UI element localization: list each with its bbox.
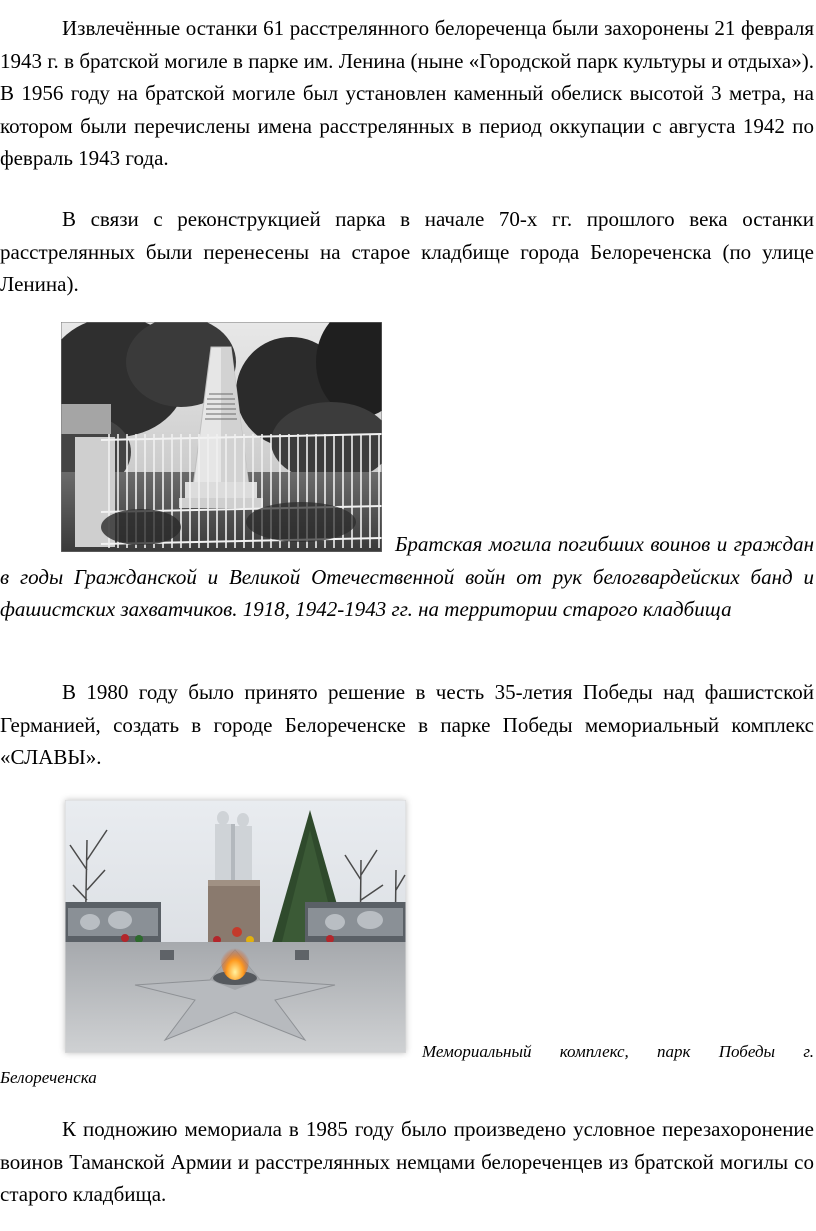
mass-grave-photo-image (61, 322, 382, 552)
memorial-complex-caption: Мемориальный комплекс, парк Победы г. Белореченска (0, 1042, 814, 1087)
mass-grave-caption: Братская могила погибших воинов и граждан в годы Гражданской и Великой Отечественной войн от рук белогвардейских банд и фашистских захватчиков. 1918, 1942-1943 гг. на территории старого кладбища (0, 532, 814, 622)
paragraph-burial-1943: Извлечённые останки 61 расстрелянного белореченца были захоронены 21 февраля 1943 г. в братской могиле в парке им. Ленина (ныне «Городской парк культуры и отдыха»). В 1956 году на братской могиле был установлен каменный обелиск высотой 3 метра, на котором были перечислены имена расстрелянных в период оккупации с августа 1942 по февраль 1943 года. (0, 16, 814, 171)
memorial-complex-photo (65, 800, 406, 1053)
mass-grave-photo (61, 322, 382, 552)
paragraph-reburial-70s: В связи с реконструкцией парка в начале 70-х гг. прошлого века останки расстрелянных были перенесены на старое кладбище города Белореченска (по улице Ленина). (0, 207, 814, 297)
paragraph-memorial-1980: В 1980 году было принято решение в честь 35-летия Победы над фашистской Германией, создать в городе Белореченске в парке Победы мемориальный комплекс «СЛАВЫ». (0, 680, 814, 770)
paragraph-reburial-1985: К подножию мемориала в 1985 году было произведено условное перезахоронение воинов Таманской Армии и расстрелянных немцами белореченцев из братской могилы со старого кладбища. (0, 1117, 814, 1207)
memorial-complex-photo-image (65, 800, 406, 1053)
